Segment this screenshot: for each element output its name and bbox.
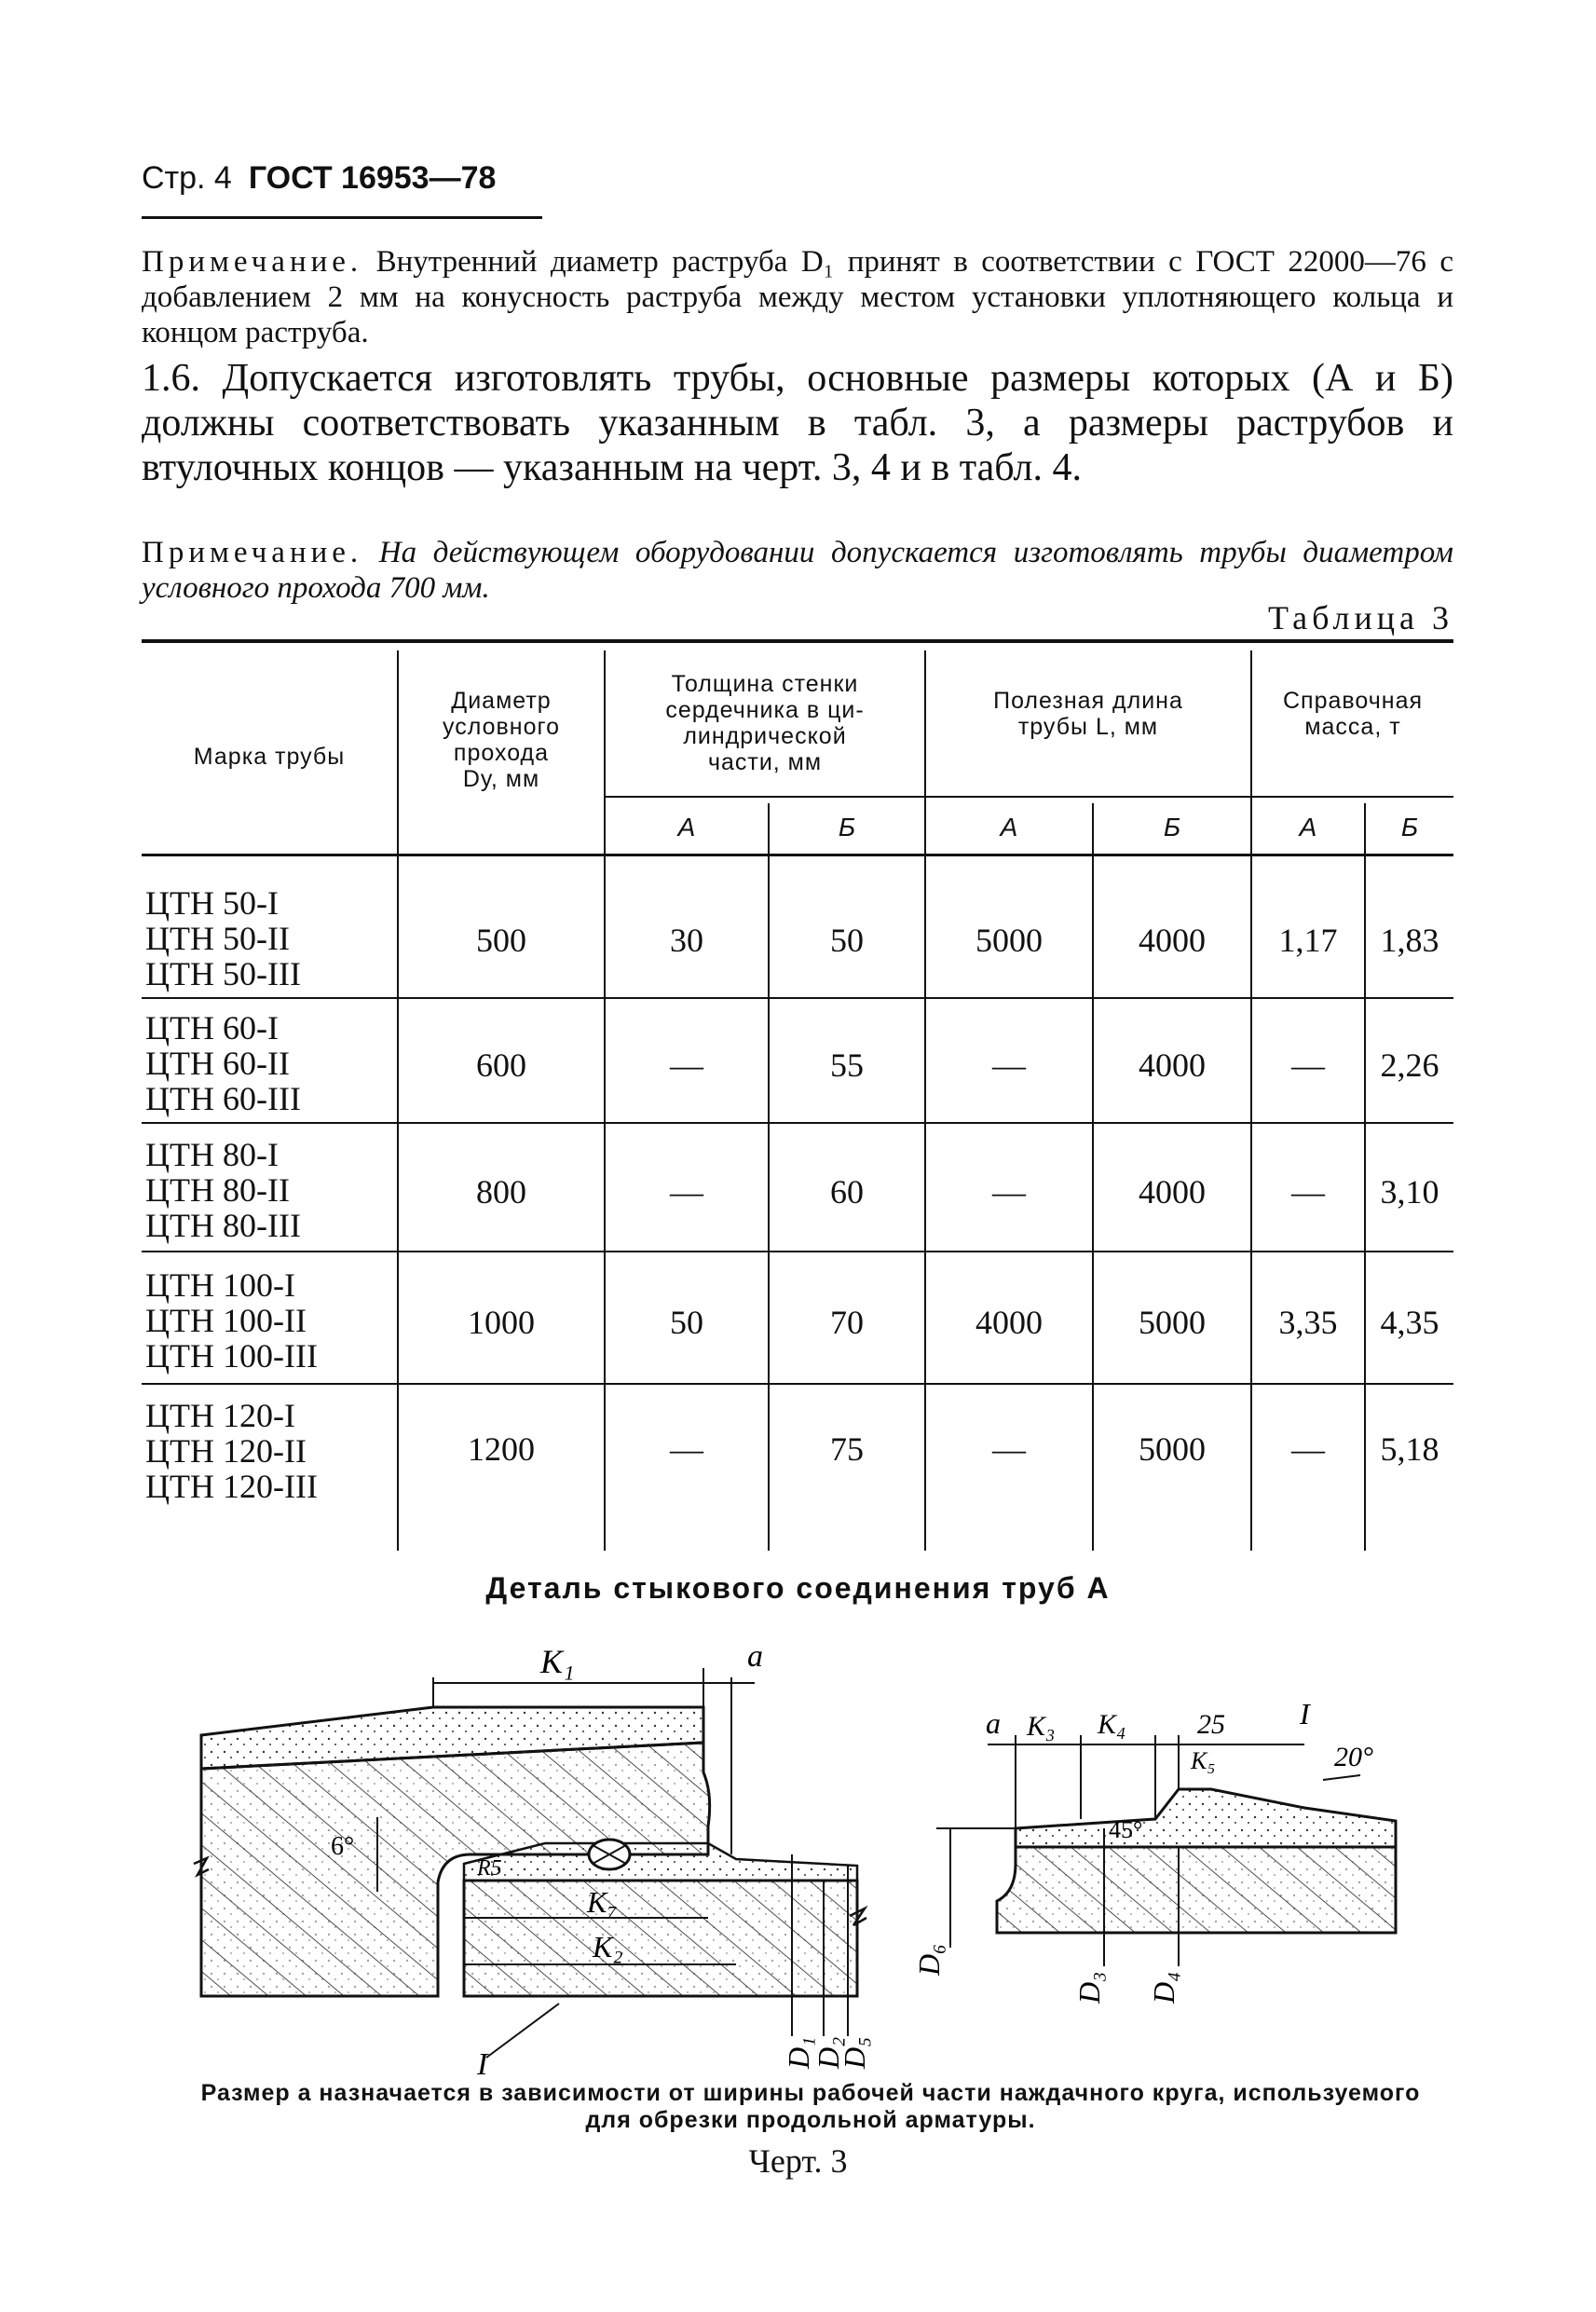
header-wall-line: части, мм: [707, 749, 823, 775]
cell-diameter: 500: [476, 922, 526, 959]
note-1-label: Примечание.: [142, 245, 363, 279]
spigot-end-coating: [1016, 1789, 1396, 1847]
note-2-text: На действующем оборудовании допускается изготовлять трубы диаметром условного прохода 700 мм.: [142, 536, 1453, 605]
label-k1: K₁: [540, 1643, 575, 1680]
header-diameter-line: Dу, мм: [462, 766, 540, 792]
cell-wall-a: 30: [670, 922, 703, 959]
figure-title: Деталь стыкового соединения труб А: [485, 1571, 1111, 1605]
sub-len-b: Б: [1163, 813, 1181, 841]
cell-mass-b: 5,18: [1380, 1430, 1439, 1468]
cell-len-b: 4000: [1139, 1047, 1206, 1084]
left-joint-section: [194, 1639, 871, 2082]
cell-wall-a: —: [670, 1173, 703, 1211]
pipe-mark: ЦТН 100-II: [145, 1302, 307, 1339]
cell-mass-a: —: [1291, 1047, 1325, 1084]
angle-20-line: [1323, 1775, 1360, 1780]
cell-diameter: 1000: [468, 1304, 535, 1341]
header-mass-line: Справочная: [1282, 688, 1424, 714]
cell-len-a: 5000: [975, 922, 1043, 959]
figure-number: Черт. 3: [748, 2142, 848, 2180]
cell-wall-b: 70: [830, 1304, 864, 1341]
pipe-mark: ЦТН 80-I: [145, 1136, 279, 1173]
header-diameter-line: условного: [443, 714, 560, 740]
label-d5: D₅: [838, 2036, 871, 2069]
cell-wall-a: 50: [670, 1304, 703, 1341]
pipe-mark: ЦТН 100-III: [145, 1337, 318, 1375]
cell-mass-a: 1,17: [1278, 922, 1338, 959]
header-length-line: Полезная длина: [993, 688, 1183, 714]
note-2-label: Примечание.: [142, 536, 363, 569]
label-k3: K₃: [1027, 1711, 1056, 1742]
cell-len-b: 4000: [1139, 1173, 1206, 1211]
sub-wall-a: А: [677, 813, 696, 841]
header-wall-line: сердечника в ци-: [665, 697, 865, 723]
detail-leader: [486, 2004, 559, 2058]
pipe-mark: ЦТН 60-III: [145, 1080, 301, 1117]
label-6deg: 6°: [331, 1832, 355, 1861]
pipe-mark: ЦТН 50-I: [145, 884, 279, 922]
pipe-mark: ЦТН 80-II: [145, 1171, 290, 1209]
cell-len-b: 5000: [1139, 1430, 1206, 1468]
cell-diameter: 1200: [468, 1430, 535, 1468]
cell-mass-b: 1,83: [1380, 922, 1439, 959]
label-d3: D₃: [1072, 1971, 1106, 2004]
cell-wall-b: 60: [830, 1173, 864, 1211]
label-r5: R5: [477, 1856, 502, 1881]
standard-code: ГОСТ 16953—78: [248, 160, 497, 196]
figure-note: Размер a назначается в зависимости от ширины рабочей части наждачного круга, используемого для обрезки продольной арматуры.: [200, 2080, 1421, 2133]
cell-wall-b: 50: [830, 922, 864, 959]
header-mark: Марка трубы: [193, 744, 346, 770]
right-spigot-section: [912, 1697, 1396, 2004]
label-d4: D₄: [1147, 1971, 1180, 2004]
header-diameter-line: прохода: [453, 740, 550, 766]
header-wall-line: линдрической: [683, 723, 847, 749]
header-length-line: трубы L, мм: [1017, 714, 1159, 740]
label-45deg: 45°: [1109, 1816, 1143, 1843]
table-caption: Таблица 3: [1268, 599, 1453, 636]
page-number: Стр. 4: [142, 160, 232, 196]
pipe-mark: ЦТН 100-I: [145, 1266, 295, 1304]
sub-len-a: А: [1000, 813, 1018, 841]
header-diameter-line: Диаметр: [451, 688, 552, 714]
paragraph-1-6: 1.6. Допускается изготовлять трубы, основные размеры которых (А и Б) должны соответствовать указанным в табл. 3, а размеры раструбов и втулочных концов — указанным на черт. 3, 4 и в табл. 4.: [142, 357, 1453, 489]
label-d6: D₆: [912, 1943, 946, 1976]
label-detail-1-right: I: [1300, 1697, 1310, 1731]
sub-mass-a: А: [1299, 813, 1317, 841]
pipe-mark: ЦТН 60-I: [145, 1009, 279, 1047]
cell-mass-a: —: [1291, 1430, 1325, 1468]
cell-diameter: 800: [476, 1173, 526, 1211]
label-k4: K₄: [1098, 1709, 1126, 1740]
note-1-text: Внутренний диаметр раструба D₁ принят в соответствии с ГОСТ 22000—76 с добавлением 2 мм на конусность раструба между местом установки уплотняющего кольца и концом раструба.: [142, 245, 1453, 349]
cell-diameter: 600: [476, 1047, 526, 1084]
label-detail-1: I: [477, 2047, 488, 2082]
label-a-right: a: [986, 1706, 1001, 1740]
pipe-mark: ЦТН 60-II: [145, 1045, 290, 1082]
label-k2: K₂: [593, 1930, 623, 1963]
cell-len-a: —: [992, 1173, 1026, 1211]
cell-len-b: 5000: [1139, 1304, 1206, 1341]
spigot-end-fill: [997, 1847, 1396, 1933]
header-mass-line: масса, т: [1304, 714, 1401, 740]
sub-mass-b: Б: [1400, 813, 1419, 841]
spigot-fill: [464, 1881, 857, 1996]
cell-mass-a: —: [1291, 1173, 1325, 1211]
cell-mass-b: 3,10: [1380, 1173, 1439, 1211]
cell-wall-a: —: [670, 1430, 703, 1468]
cell-mass-b: 4,35: [1380, 1304, 1439, 1341]
pipe-mark: ЦТН 50-III: [145, 955, 301, 992]
header-wall-line: Толщина стенки: [671, 671, 859, 697]
pipe-mark: ЦТН 120-I: [145, 1397, 295, 1434]
cell-wall-a: —: [670, 1047, 703, 1084]
label-20deg: 20°: [1334, 1742, 1373, 1772]
label-k7: K₇: [587, 1885, 618, 1919]
label-25: 25: [1197, 1709, 1225, 1740]
cell-len-b: 4000: [1139, 922, 1206, 959]
sub-wall-b: Б: [838, 813, 856, 841]
cell-mass-b: 2,26: [1380, 1047, 1439, 1084]
pipe-mark: ЦТН 120-III: [145, 1468, 318, 1505]
pipe-mark: ЦТН 50-II: [145, 920, 290, 957]
cell-len-a: 4000: [975, 1304, 1043, 1341]
cell-len-a: —: [992, 1047, 1026, 1084]
label-d1: D₁: [782, 2036, 815, 2069]
pipe-mark: ЦТН 120-II: [145, 1432, 307, 1470]
label-d2: D₂: [812, 2036, 845, 2069]
cell-wall-b: 55: [830, 1047, 864, 1084]
cell-mass-a: 3,35: [1278, 1304, 1338, 1341]
label-a: a: [747, 1639, 763, 1674]
label-k5: K₅: [1191, 1747, 1216, 1774]
cell-wall-b: 75: [830, 1430, 864, 1468]
spigot-coating: [464, 1843, 857, 1881]
cell-len-a: —: [992, 1430, 1026, 1468]
pipe-mark: ЦТН 80-III: [145, 1207, 301, 1244]
